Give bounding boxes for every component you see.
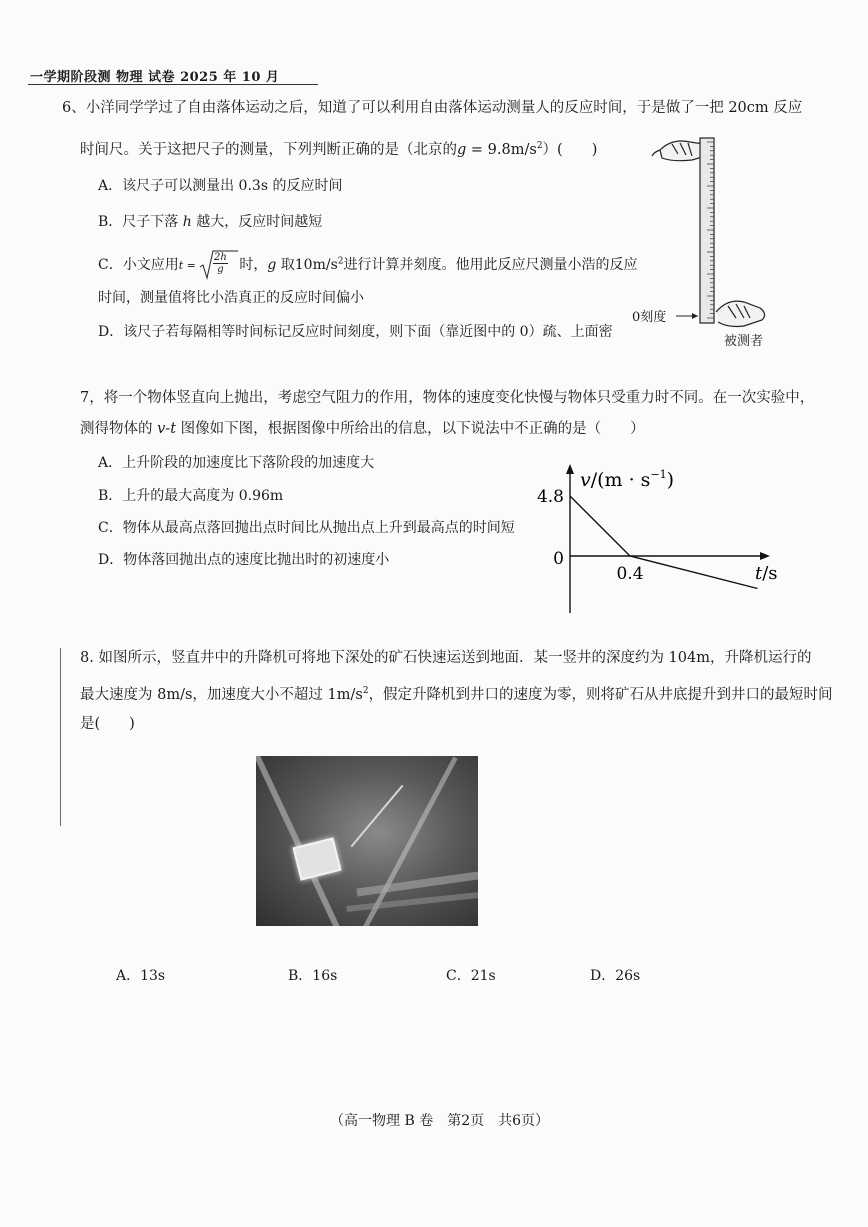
vt-chart [520,458,790,618]
q8-stem-line2: 最大速度为 8m/s，加速度大小不超过 $1m/s^2$，假定升降机到井口的速度为零，则将矿石从井底提升到井口的最短时间 [80,686,833,703]
tester-hand-icon [716,301,765,326]
q6-stem-line2: 时间尺。关于这把尺子的测量，下列判断正确的是（北京的$g = 9.8m/s^2$）( ) [80,141,598,158]
q6-option-c[interactable]: C．小文应用t = $\frac{2h}{g}$ 时，g 取$10m/s^2$进行计算并刻度。他用此反应尺测量小浩的反应 [98,249,638,281]
y-axis-label: $v/(m \cdot s^{-1})$ [580,468,675,491]
header-rule [28,84,318,85]
page-footer: （高一物理 B 卷 第2页 共6页） [330,1113,550,1129]
x-tick-label: 0.4 [616,564,644,584]
q7-stem-line2: 测得物体的 v-t 图像如下图，根据图像中所给出的信息，以下说法中不正确的是（ ） [80,421,645,437]
q8-stem-line1: 8. 如图所示，竖直井中的升降机可将地下深处的矿石快速运送到地面．某一竖井的深度约为 104m，升降机运行的 [80,650,812,666]
q6-stem-line1: 6、小洋同学学过了自由落体运动之后，知道了可以利用自由落体运动测量人的反应时间，于是做了一把 20cm 反应 [62,100,803,116]
q7-option-b[interactable]: B．上升的最大高度为 0.96m [98,488,284,504]
velocity-series-line [570,496,758,589]
margin-rule [60,648,61,826]
q8-option-c[interactable]: C．21s [446,968,496,984]
q8-option-a[interactable]: A．13s [116,968,166,984]
zero-scale-label: 0刻度 [632,310,667,325]
origin-label: 0 [553,549,564,569]
q8-stem-line3: 是( ) [80,716,135,732]
arrow-head-icon [692,313,698,319]
q7-stem-line1: 7，将一个物体竖直向上抛出，考虑空气阻力的作用，物体的速度变化快慢与物体只受重力时不同。在一次实验中， [80,390,815,406]
q7-option-c[interactable]: C．物体从最高点落回抛出点时间比从抛出点上升到最高点的时间短 [98,520,515,536]
y-tick-label: 4.8 [536,487,564,507]
q6-option-a[interactable]: A．该尺子可以测量出 0.3s 的反应时间 [98,178,343,194]
mine-shaft-photo [256,756,478,926]
q6-option-d[interactable]: D．该尺子若每隔相等时间标记反应时间刻度，则下面（靠近图中的 0）疏、上面密 [98,324,613,340]
ruler [700,138,714,323]
sqrt-symbol: $\frac{2h}{g}$ [199,249,239,281]
y-axis-arrow-icon [566,464,574,474]
tested-person-label: 被测者 [724,334,764,349]
x-axis-label: t/s [755,563,778,584]
exam-header: 一学期阶段测 物理 试卷 2025 年 10 月 [30,70,280,85]
q8-option-b[interactable]: B．16s [288,968,338,984]
x-axis-arrow-icon [760,552,770,560]
q7-option-a[interactable]: A．上升阶段的加速度比下落阶段的加速度大 [98,455,375,471]
q6-option-b[interactable]: B．尺子下落 h 越大，反应时间越短 [98,214,323,230]
q6-option-c-line2: 时间，测量值将比小浩真正的反应时间偏小 [98,290,364,306]
holder-hand-icon [652,141,706,161]
q7-option-d[interactable]: D．物体落回抛出点的速度比抛出时的初速度小 [98,552,390,568]
q8-option-d[interactable]: D．26s [590,968,641,984]
